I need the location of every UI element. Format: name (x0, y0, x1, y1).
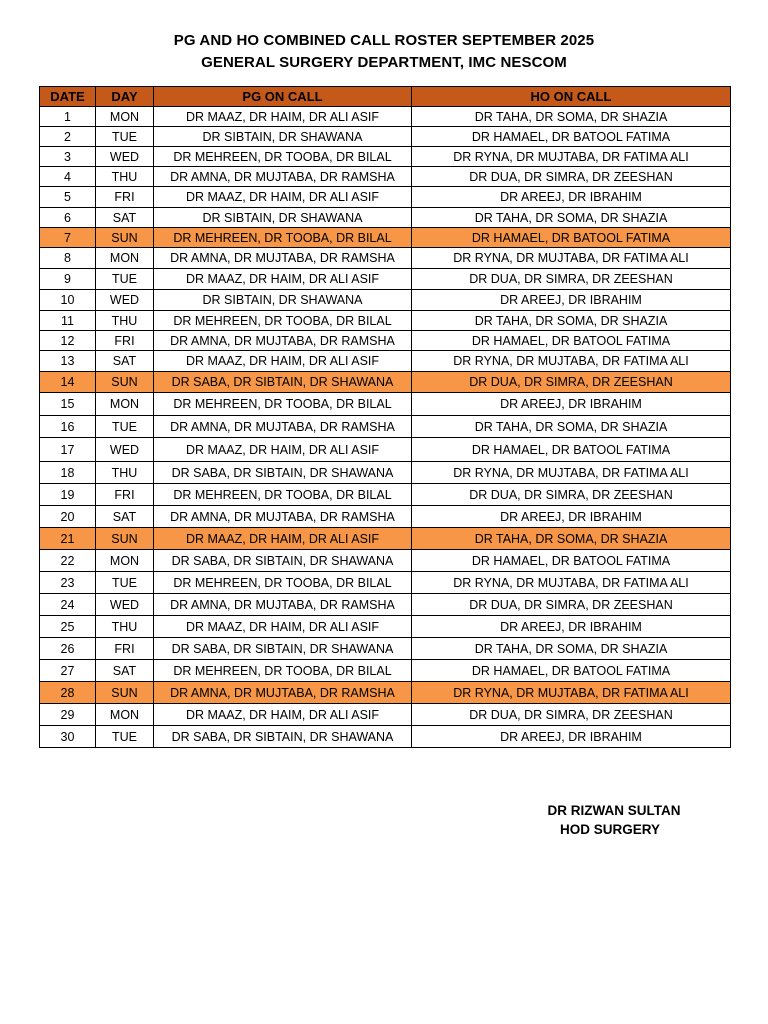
date-cell: 10 (40, 290, 96, 311)
pg-on-call-cell: DR MEHREEN, DR TOOBA, DR BILAL (154, 484, 412, 506)
date-cell: 6 (40, 208, 96, 228)
table-row (40, 393, 731, 416)
table-row (40, 269, 731, 290)
pg-on-call-cell: DR MEHREEN, DR TOOBA, DR BILAL (154, 660, 412, 682)
table-row (40, 416, 731, 438)
ho-on-call-cell: DR RYNA, DR MUJTABA, DR FATIMA ALI (412, 682, 731, 704)
table-row-sunday (40, 228, 731, 248)
call-roster-table (39, 86, 731, 748)
pg-on-call-cell: DR MAAZ, DR HAIM, DR ALI ASIF (154, 187, 412, 208)
day-cell: SAT (96, 351, 154, 372)
signatory-title: HOD SURGERY (559, 822, 660, 837)
day-cell: MON (96, 393, 154, 416)
date-cell: 24 (40, 594, 96, 616)
date-cell: 12 (40, 331, 96, 351)
day-cell: MON (96, 107, 154, 127)
day-cell: THU (96, 167, 154, 187)
day-cell: SAT (96, 506, 154, 528)
day-cell: THU (96, 616, 154, 638)
day-cell: WED (96, 594, 154, 616)
pg-on-call-cell: DR SABA, DR SIBTAIN, DR SHAWANA (154, 462, 412, 484)
ho-on-call-cell: DR TAHA, DR SOMA, DR SHAZIA (412, 638, 731, 660)
pg-on-call-cell: DR MAAZ, DR HAIM, DR ALI ASIF (154, 107, 412, 127)
table-row (40, 616, 731, 638)
ho-on-call-cell: DR AREEJ, DR IBRAHIM (412, 187, 731, 208)
day-cell: TUE (96, 127, 154, 147)
day-cell: SUN (96, 528, 154, 550)
day-column-header: DAY (96, 87, 154, 107)
ho-on-call-cell: DR DUA, DR SIMRA, DR ZEESHAN (412, 594, 731, 616)
day-cell: FRI (96, 187, 154, 208)
date-cell: 20 (40, 506, 96, 528)
date-cell: 2 (40, 127, 96, 147)
pg-on-call-cell: DR MEHREEN, DR TOOBA, DR BILAL (154, 393, 412, 416)
date-cell: 9 (40, 269, 96, 290)
table-row (40, 331, 731, 351)
ho-on-call-cell: DR HAMAEL, DR BATOOL FATIMA (412, 331, 731, 351)
date-cell: 25 (40, 616, 96, 638)
date-cell: 16 (40, 416, 96, 438)
day-cell: MON (96, 704, 154, 726)
date-cell: 17 (40, 438, 96, 462)
pg-on-call-cell: DR MEHREEN, DR TOOBA, DR BILAL (154, 147, 412, 167)
table-row (40, 248, 731, 269)
ho-on-call-cell: DR TAHA, DR SOMA, DR SHAZIA (412, 416, 731, 438)
ho-on-call-cell: DR AREEJ, DR IBRAHIM (412, 290, 731, 311)
day-cell: TUE (96, 726, 154, 748)
table-row (40, 726, 731, 748)
date-cell: 18 (40, 462, 96, 484)
ho-on-call-cell: DR TAHA, DR SOMA, DR SHAZIA (412, 528, 731, 550)
table-row (40, 506, 731, 528)
table-row (40, 351, 731, 372)
department-subtitle: GENERAL SURGERY DEPARTMENT, IMC NESCOM (201, 54, 567, 71)
pg-on-call-cell: DR SABA, DR SIBTAIN, DR SHAWANA (154, 726, 412, 748)
header-row (40, 87, 731, 107)
table-row (40, 147, 731, 167)
ho-on-call-cell: DR RYNA, DR MUJTABA, DR FATIMA ALI (412, 147, 731, 167)
day-cell: MON (96, 550, 154, 572)
table-row (40, 638, 731, 660)
day-cell: SAT (96, 208, 154, 228)
pg-on-call-cell: DR AMNA, DR MUJTABA, DR RAMSHA (154, 682, 412, 704)
table-row (40, 594, 731, 616)
roster-title: PG AND HO COMBINED CALL ROSTER SEPTEMBER 2025 (173, 32, 595, 49)
table-row (40, 704, 731, 726)
ho-on-call-cell: DR RYNA, DR MUJTABA, DR FATIMA ALI (412, 351, 731, 372)
table-row (40, 550, 731, 572)
date-cell: 7 (40, 228, 96, 248)
date-cell: 8 (40, 248, 96, 269)
date-cell: 4 (40, 167, 96, 187)
pg-on-call-cell: DR MEHREEN, DR TOOBA, DR BILAL (154, 228, 412, 248)
table-row-sunday (40, 682, 731, 704)
ho-on-call-cell: DR DUA, DR SIMRA, DR ZEESHAN (412, 167, 731, 187)
date-cell: 27 (40, 660, 96, 682)
ho-on-call-column-header: HO ON CALL (412, 87, 731, 107)
date-cell: 1 (40, 107, 96, 127)
ho-on-call-cell: DR RYNA, DR MUJTABA, DR FATIMA ALI (412, 462, 731, 484)
day-cell: TUE (96, 416, 154, 438)
roster-body (40, 107, 731, 748)
day-cell: FRI (96, 331, 154, 351)
ho-on-call-cell: DR TAHA, DR SOMA, DR SHAZIA (412, 107, 731, 127)
pg-on-call-cell: DR SABA, DR SIBTAIN, DR SHAWANA (154, 550, 412, 572)
table-row (40, 167, 731, 187)
ho-on-call-cell: DR HAMAEL, DR BATOOL FATIMA (412, 550, 731, 572)
day-cell: WED (96, 290, 154, 311)
date-cell: 11 (40, 311, 96, 331)
date-cell: 28 (40, 682, 96, 704)
ho-on-call-cell: DR HAMAEL, DR BATOOL FATIMA (412, 127, 731, 147)
table-row (40, 438, 731, 462)
table-row (40, 107, 731, 127)
ho-on-call-cell: DR HAMAEL, DR BATOOL FATIMA (412, 438, 731, 462)
pg-on-call-cell: DR SABA, DR SIBTAIN, DR SHAWANA (154, 638, 412, 660)
date-cell: 15 (40, 393, 96, 416)
day-cell: WED (96, 438, 154, 462)
ho-on-call-cell: DR DUA, DR SIMRA, DR ZEESHAN (412, 269, 731, 290)
table-row (40, 462, 731, 484)
ho-on-call-cell: DR AREEJ, DR IBRAHIM (412, 506, 731, 528)
day-cell: TUE (96, 572, 154, 594)
day-cell: SAT (96, 660, 154, 682)
day-cell: THU (96, 311, 154, 331)
date-column-header: DATE (40, 87, 96, 107)
pg-on-call-cell: DR SABA, DR SIBTAIN, DR SHAWANA (154, 372, 412, 393)
table-row (40, 290, 731, 311)
date-cell: 29 (40, 704, 96, 726)
table-row-sunday (40, 528, 731, 550)
pg-on-call-cell: DR MAAZ, DR HAIM, DR ALI ASIF (154, 528, 412, 550)
pg-on-call-cell: DR AMNA, DR MUJTABA, DR RAMSHA (154, 506, 412, 528)
date-cell: 21 (40, 528, 96, 550)
date-cell: 23 (40, 572, 96, 594)
ho-on-call-cell: DR DUA, DR SIMRA, DR ZEESHAN (412, 484, 731, 506)
pg-on-call-cell: DR SIBTAIN, DR SHAWANA (154, 208, 412, 228)
table-row (40, 187, 731, 208)
table-row (40, 127, 731, 147)
pg-on-call-cell: DR MAAZ, DR HAIM, DR ALI ASIF (154, 269, 412, 290)
pg-on-call-cell: DR AMNA, DR MUJTABA, DR RAMSHA (154, 331, 412, 351)
table-row (40, 660, 731, 682)
pg-on-call-cell: DR AMNA, DR MUJTABA, DR RAMSHA (154, 416, 412, 438)
ho-on-call-cell: DR RYNA, DR MUJTABA, DR FATIMA ALI (412, 572, 731, 594)
ho-on-call-cell: DR TAHA, DR SOMA, DR SHAZIA (412, 311, 731, 331)
table-row (40, 572, 731, 594)
date-cell: 14 (40, 372, 96, 393)
pg-on-call-cell: DR MEHREEN, DR TOOBA, DR BILAL (154, 572, 412, 594)
pg-on-call-cell: DR MAAZ, DR HAIM, DR ALI ASIF (154, 616, 412, 638)
pg-on-call-cell: DR AMNA, DR MUJTABA, DR RAMSHA (154, 248, 412, 269)
signatory-name: DR RIZWAN SULTAN (547, 803, 681, 818)
pg-on-call-cell: DR MAAZ, DR HAIM, DR ALI ASIF (154, 704, 412, 726)
pg-on-call-column-header: PG ON CALL (154, 87, 412, 107)
day-cell: MON (96, 248, 154, 269)
ho-on-call-cell: DR TAHA, DR SOMA, DR SHAZIA (412, 208, 731, 228)
ho-on-call-cell: DR DUA, DR SIMRA, DR ZEESHAN (412, 704, 731, 726)
day-cell: SUN (96, 682, 154, 704)
ho-on-call-cell: DR AREEJ, DR IBRAHIM (412, 616, 731, 638)
roster-header (40, 87, 731, 107)
pg-on-call-cell: DR SIBTAIN, DR SHAWANA (154, 127, 412, 147)
date-cell: 26 (40, 638, 96, 660)
ho-on-call-cell: DR AREEJ, DR IBRAHIM (412, 726, 731, 748)
table-row (40, 484, 731, 506)
table-row (40, 208, 731, 228)
table-row-sunday (40, 372, 731, 393)
ho-on-call-cell: DR HAMAEL, DR BATOOL FATIMA (412, 660, 731, 682)
day-cell: SUN (96, 372, 154, 393)
pg-on-call-cell: DR AMNA, DR MUJTABA, DR RAMSHA (154, 594, 412, 616)
day-cell: THU (96, 462, 154, 484)
date-cell: 13 (40, 351, 96, 372)
day-cell: TUE (96, 269, 154, 290)
day-cell: WED (96, 147, 154, 167)
day-cell: SUN (96, 228, 154, 248)
date-cell: 5 (40, 187, 96, 208)
date-cell: 22 (40, 550, 96, 572)
ho-on-call-cell: DR HAMAEL, DR BATOOL FATIMA (412, 228, 731, 248)
date-cell: 19 (40, 484, 96, 506)
ho-on-call-cell: DR AREEJ, DR IBRAHIM (412, 393, 731, 416)
day-cell: FRI (96, 638, 154, 660)
date-cell: 3 (40, 147, 96, 167)
ho-on-call-cell: DR DUA, DR SIMRA, DR ZEESHAN (412, 372, 731, 393)
pg-on-call-cell: DR SIBTAIN, DR SHAWANA (154, 290, 412, 311)
ho-on-call-cell: DR RYNA, DR MUJTABA, DR FATIMA ALI (412, 248, 731, 269)
day-cell: FRI (96, 484, 154, 506)
table-row (40, 311, 731, 331)
pg-on-call-cell: DR MAAZ, DR HAIM, DR ALI ASIF (154, 351, 412, 372)
pg-on-call-cell: DR AMNA, DR MUJTABA, DR RAMSHA (154, 167, 412, 187)
pg-on-call-cell: DR MAAZ, DR HAIM, DR ALI ASIF (154, 438, 412, 462)
pg-on-call-cell: DR MEHREEN, DR TOOBA, DR BILAL (154, 311, 412, 331)
date-cell: 30 (40, 726, 96, 748)
